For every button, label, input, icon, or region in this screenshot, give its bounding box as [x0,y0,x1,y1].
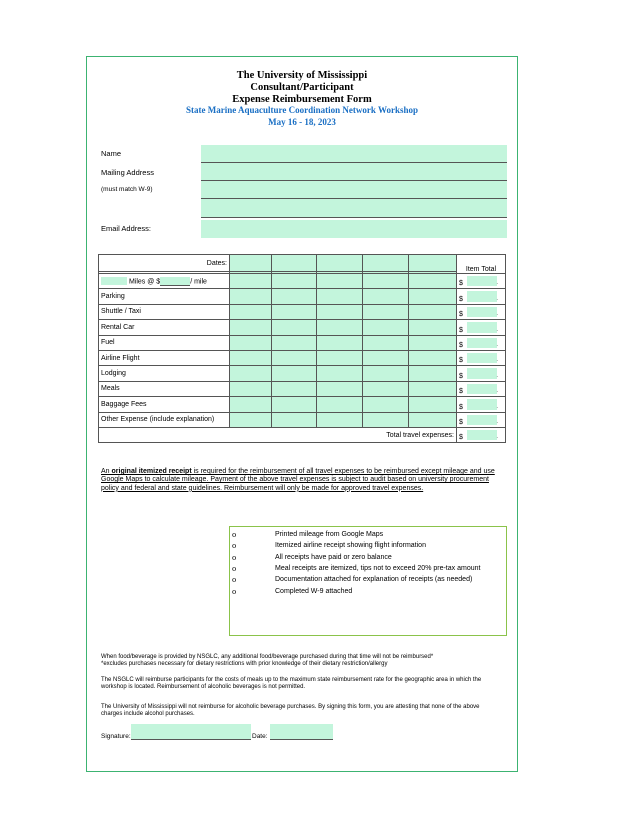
alcohol-note: The University of Mississippi will not reimburse for alcoholic beverage purchases. By signing this form, you are attesting that none of the above charges include alcohol purchases. [101,704,480,718]
date-cell[interactable] [317,255,363,272]
expense-row [99,289,506,304]
total-travel-expenses-label: Total travel expenses: [99,427,457,442]
amount-cell[interactable] [272,381,317,396]
amount-cell[interactable] [363,397,409,412]
amount-cell[interactable] [317,289,363,304]
date-cell[interactable] [409,255,457,272]
amount-cell[interactable] [363,381,409,396]
mileage-label [99,274,230,289]
expense-label: Airline Flight [99,350,230,365]
date-cell[interactable] [272,255,317,272]
dollar-sign: $ [459,403,463,411]
amount-cell[interactable] [272,412,317,427]
item-total-cell[interactable]: $ . [457,320,506,335]
checklist-item [230,565,500,576]
amount-cell[interactable] [230,412,272,427]
mileage-row [99,274,506,289]
expense-label: Baggage Fees [99,397,230,412]
amount-cell[interactable] [230,274,272,289]
amount-cell[interactable] [363,274,409,289]
amount-cell[interactable] [230,350,272,365]
expense-label: Meals [99,381,230,396]
amount-cell[interactable] [317,412,363,427]
miles-text: Miles @ $ [128,278,161,286]
name-label: Name [101,149,122,158]
amount-cell[interactable] [272,397,317,412]
submission-checklist [229,526,507,636]
amount-cell[interactable] [363,289,409,304]
amount-cell[interactable] [230,366,272,381]
date-field[interactable] [270,724,333,740]
food-note: When food/beverage is provided by NSGLC, any additional food/beverage purchased during that time will not be reimbursed* [101,654,434,660]
dollar-sign: $ [459,311,463,319]
meals-note: The NSGLC will reimburse participants for the costs of meals up to the maximum state reimbursement rate for the geographic area in which the workshop is located. Reimbursement of alcoholic beverages is not permitted. [101,677,482,691]
total-row [99,427,506,442]
checklist-item [230,554,500,565]
expense-label: Shuttle / Taxi [99,304,230,319]
item-total-cell[interactable]: $ . [457,335,506,350]
amount-cell[interactable] [317,397,363,412]
form-audience: Consultant/Participant [250,82,354,93]
form-title: Expense Reimbursement Form [232,94,372,105]
amount-cell[interactable] [409,366,457,381]
w9-note: (must match W-9) [101,186,153,193]
amount-cell[interactable] [272,350,317,365]
dates-label: Dates: [99,255,230,272]
expense-row [99,381,506,396]
receipt-emphasis: original itemized receipt [111,468,192,475]
amount-cell[interactable] [317,335,363,350]
workshop-name: State Marine Aquaculture Coordination Network Workshop [186,105,418,115]
checklist-item-text: Completed W-9 attached [275,587,353,595]
item-total-cell[interactable]: $ . [457,397,506,412]
expense-row [99,350,506,365]
dollar-sign: $ [459,280,463,288]
dollar-sign: $ [459,326,463,334]
date-cell[interactable] [230,255,272,272]
amount-cell[interactable] [363,304,409,319]
expense-table [98,254,506,443]
amount-cell[interactable] [272,274,317,289]
signature-label: Signature: [101,733,131,740]
amount-cell[interactable] [317,274,363,289]
amount-cell[interactable] [317,320,363,335]
checklist-item [230,576,500,587]
mailing-address-line-2[interactable] [201,181,507,199]
miles-field[interactable] [101,277,127,285]
item-total-cell[interactable]: $ . [457,304,506,319]
food-exception-note: *excludes purchases necessary for dietary restrictions with prior knowledge of their dietary restriction/allergy [101,661,388,667]
table-header-row [99,255,506,272]
checklist-item-text: Meal receipts are itemized, tips not to exceed 20% pre-tax amount [275,564,481,572]
amount-cell[interactable] [409,335,457,350]
rate-field[interactable] [160,277,190,286]
expense-label: Lodging [99,366,230,381]
checkbox-marker[interactable]: o [232,553,237,562]
email-label: Email Address: [101,224,152,233]
amount-cell[interactable] [230,304,272,319]
amount-cell[interactable] [409,304,457,319]
checkbox-marker[interactable]: o [232,531,237,539]
university-title: The University of Mississippi [236,70,368,81]
expense-row [99,366,506,381]
checkbox-marker[interactable]: o [232,576,237,585]
amount-cell[interactable] [317,304,363,319]
item-total-cell[interactable]: $ . [457,381,506,396]
amount-cell[interactable] [272,320,317,335]
dollar-sign: $ [459,388,463,396]
checklist-item-text: Printed mileage from Google Maps [275,531,384,538]
date-label: Date: [252,733,268,740]
checkbox-marker[interactable]: o [232,564,237,573]
item-total-cell[interactable]: $ . [457,350,506,365]
mailing-address-line-1[interactable] [201,163,507,181]
name-field[interactable] [201,145,507,163]
signature-field[interactable] [131,724,251,740]
amount-cell[interactable] [317,381,363,396]
expense-label: Fuel [99,335,230,350]
grand-total-cell[interactable]: $ . [457,427,506,442]
amount-cell[interactable] [363,412,409,427]
amount-cell[interactable] [230,397,272,412]
amount-cell[interactable] [317,366,363,381]
per-mile-text: / mile [190,278,207,286]
checklist-item-text: Documentation attached for explanation of receipts (as needed) [275,576,473,584]
dollar-sign: $ [459,295,463,303]
amount-cell[interactable] [409,350,457,365]
amount-cell[interactable] [363,335,409,350]
expense-row [99,412,506,427]
amount-cell[interactable] [272,304,317,319]
expense-row [99,397,506,412]
amount-cell[interactable] [230,381,272,396]
dollar-sign: $ [459,357,463,365]
amount-cell[interactable] [272,289,317,304]
checkbox-marker[interactable]: o [232,542,237,551]
amount-cell[interactable] [409,320,457,335]
item-total-cell[interactable]: $ . [457,412,506,427]
checklist-item-text: Itemized airline receipt showing flight information [275,542,426,550]
checklist-item [230,588,500,599]
amount-cell[interactable] [363,366,409,381]
item-total-cell[interactable]: $ . [457,289,506,304]
expense-row [99,320,506,335]
amount-cell[interactable] [317,350,363,365]
amount-cell[interactable] [230,335,272,350]
checklist-item [230,531,500,542]
amount-cell[interactable] [363,320,409,335]
amount-cell[interactable] [272,366,317,381]
dollar-sign: $ [459,418,463,426]
amount-cell[interactable] [272,335,317,350]
expense-label: Other Expense (include explanation) [99,412,230,427]
receipt-requirement-note: An original itemized receipt is required for the reimbursement of all travel expenses to be reimbursed except mileage and use Google Maps to calculate mileage. Payment of the above travel expenses is subject to audit based on university procurement policy and federal and state guidelines. Reimbursement will only be made for approved travel expenses. [101,468,495,492]
amount-cell[interactable] [363,350,409,365]
date-cell[interactable] [363,255,409,272]
expense-label: Parking [99,289,230,304]
expense-row [99,335,506,350]
email-field[interactable] [201,220,507,238]
mailing-address-line-3[interactable] [201,199,507,218]
item-total-cell[interactable]: $ . [457,366,506,381]
workshop-dates: May 16 - 18, 2023 [268,117,336,127]
expense-row [99,304,506,319]
dollar-sign: $ [459,434,463,442]
item-total-header: Item Total [457,255,506,274]
amount-cell[interactable] [409,381,457,396]
checkbox-marker[interactable]: o [232,587,237,596]
amount-cell[interactable] [230,320,272,335]
checklist-item [230,542,500,553]
dollar-sign: $ [459,341,463,349]
amount-cell[interactable] [230,289,272,304]
item-total-cell[interactable]: $ . [457,274,506,289]
checklist-item-text: All receipts have paid or zero balance [275,553,392,561]
amount-cell[interactable] [409,289,457,304]
amount-cell[interactable] [409,397,457,412]
expense-label: Rental Car [99,320,230,335]
dollar-sign: $ [459,372,463,380]
amount-cell[interactable] [409,274,457,289]
amount-cell[interactable] [409,412,457,427]
mailing-address-label: Mailing Address [101,168,154,177]
